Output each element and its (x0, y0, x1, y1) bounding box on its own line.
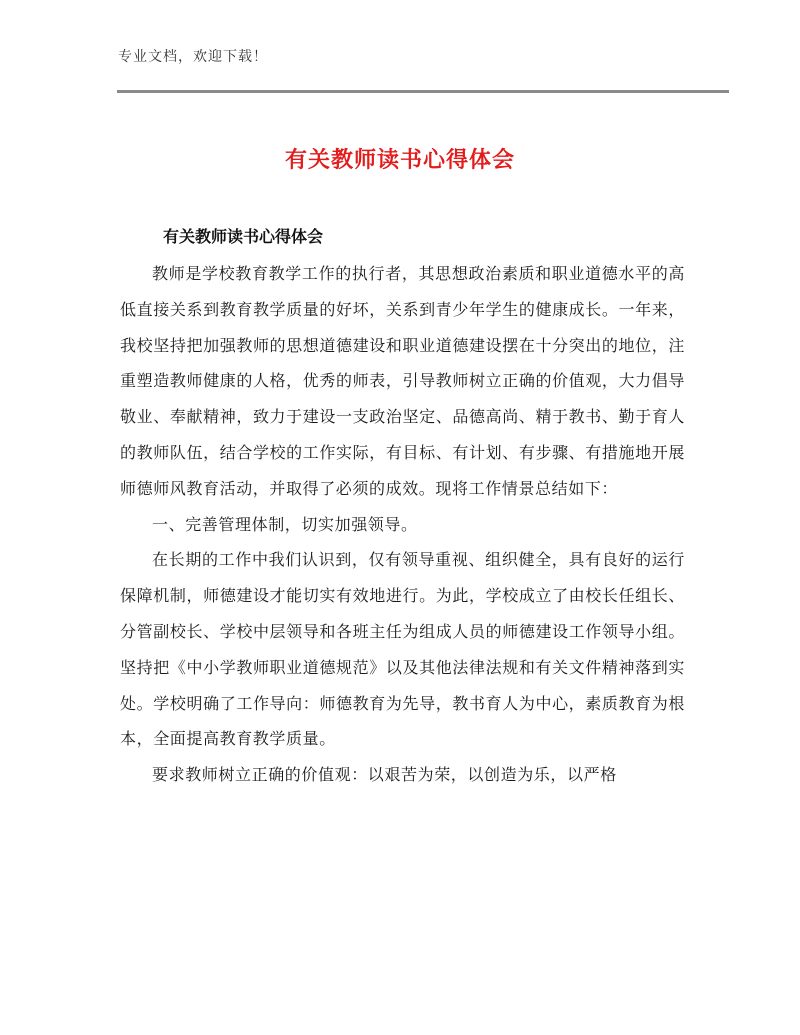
paragraph: 在长期的工作中我们认识到，仅有领导重视、组织健全，具有良好的运行保障机制，师德建设才能切实有效地进行。为此，学校成立了由校长任组长、分管副校长、学校中层领导和各班主任为组成人员的师德建设工作领导小组。坚持把《中小学教师职业道德规范》以及其他法律法规和有关文件精神落到实处。学校明确了工作导向：师德教育为先导，教书育人为中心，素质教育为根本，全面提高教育教学质量。 (120, 550, 685, 749)
paragraph: 一、完善管理体制，切实加强领导。 (152, 514, 418, 534)
header-divider (117, 90, 729, 93)
paragraph: 要求教师树立正确的价值观：以艰苦为荣，以创造为乐，以严格 (152, 765, 617, 785)
header-note: 专业文档，欢迎下载！ (118, 49, 268, 65)
document-body (120, 256, 685, 793)
document-subtitle: 有关教师读书心得体会 (163, 227, 324, 246)
document-title: 有关教师读书心得体会 (284, 148, 515, 173)
paragraph: 教师是学校教育教学工作的执行者，其思想政治素质和职业道德水平的高低直接关系到教育教学质量的好坏，关系到青少年学生的健康成长。一年来，我校坚持把加强教师的思想道德建设和职业道德建设摆在十分突出的地位，注重塑造教师健康的人格，优秀的师表，引导教师树立正确的价值观，大力倡导敬业、奉献精神，致力于建设一支政治坚定、品德高尚、精于教书、勤于育人的教师队伍，结合学校的工作实际，有目标、有计划、有步骤、有措施地开展师德师风教育活动，并取得了必须的成效。现将工作情景总结如下： (120, 264, 685, 498)
